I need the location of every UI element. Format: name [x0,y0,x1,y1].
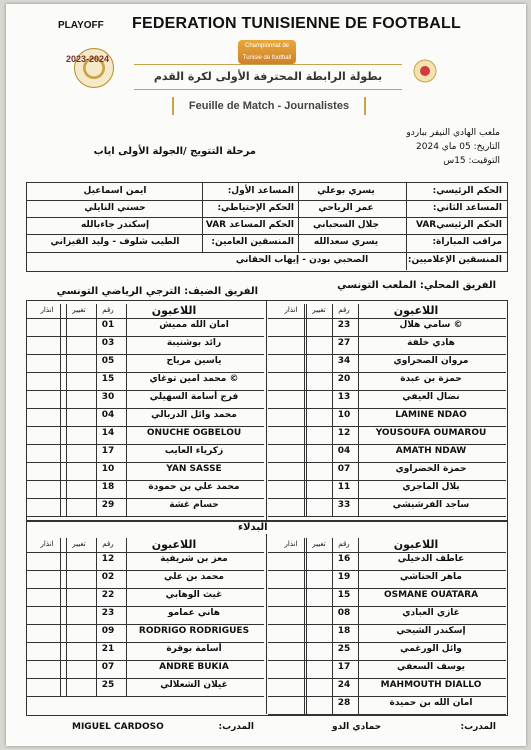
row-divider [26,516,264,517]
col-divider [60,304,61,516]
col-divider [60,538,61,696]
player-name: حمزة الخضراوي [395,464,467,474]
player-number: 10 [337,410,351,420]
col-num: رقم [338,306,350,314]
col-divider [306,304,307,516]
player-name: عاطف الدخيلي [397,554,465,564]
player-name: محمد امين توغاي © [149,374,239,384]
col-warn: انذار [40,540,54,548]
player-number: 33 [337,500,351,510]
match-date: التاريخ: 05 ماي 2024 [416,142,500,152]
sheet-title: Feuille de Match - Journalistes [172,97,366,115]
row-divider [26,354,264,355]
row-divider [26,624,264,625]
official-role: المساعد الثاني: [432,203,502,213]
player-number: 25 [337,644,351,654]
player-name: هادي خلفة [407,338,455,348]
row-divider [26,318,264,319]
players-header: اللاعبون [393,304,439,317]
player-name: YAN SASSE [166,464,222,474]
row-divider [26,444,264,445]
col-sub: تغيير [72,540,86,548]
player-name: بلال الماجري [402,482,460,492]
col-divider [332,538,333,714]
col-divider [66,538,67,696]
player-name: محمد وائل الدربالي [151,410,237,420]
player-name: AMATH NDAW [395,446,467,456]
match-sheet [6,4,526,746]
player-number: 01 [101,320,115,330]
row-divider [26,642,264,643]
league-emblem-icon [408,58,442,84]
player-name: محمد بن علي [164,572,224,582]
player-number: 03 [101,338,115,348]
col-divider [96,304,97,516]
player-number: 09 [101,626,115,636]
player-name: LAMINE NDAO [395,410,467,420]
player-name: إسكندر الشيحي [396,626,466,636]
player-number: 18 [337,626,351,636]
player-name: YOUSOUFA OUMAROU [375,428,487,438]
player-number: 21 [101,644,115,654]
federation-title: FEDERATION TUNISIENNE DE FOOTBALL [132,15,461,32]
player-name: محمد علي بن حمودة [148,482,240,492]
season-label: 2023-2024 [66,54,110,64]
player-number: 22 [101,590,115,600]
player-number: 19 [337,572,351,582]
player-name: هاني عمامو [167,608,220,618]
player-number: 17 [337,662,351,672]
player-name: RODRIGO RODRIGUES [138,626,250,636]
player-number: 02 [101,572,115,582]
player-number: 34 [337,356,351,366]
player-name: رائد بوشنيبة [166,338,222,348]
col-divider [332,304,333,516]
player-name: مروان الصحراوي [393,356,469,366]
official-role: الحكم الرئيسيVAR [415,220,502,230]
official-name-2: حسني النايلي [84,203,146,213]
row-divider [26,480,264,481]
player-number: 29 [101,500,115,510]
players-header: اللاعبون [151,538,197,551]
row-divider [268,714,506,715]
player-number: 18 [101,482,115,492]
player-number: 30 [101,392,115,402]
player-name: أسامة بوقرة [166,644,222,654]
player-number: 04 [101,410,115,420]
row-divider [26,660,264,661]
home-team-label: الفريق المحلي: الملعب التونسي [337,280,496,291]
away-team-label: الفريق الضيف: الترجي الرياضي التونسي [56,286,258,297]
col-divider [304,538,305,714]
player-name: MAHMOUTH DIALLO [380,680,482,690]
player-name: سامي هلال © [399,320,463,330]
player-number: 20 [337,374,351,384]
official-name: جلال السحباني [313,220,379,230]
player-name: غيلان الشعلالي [160,680,228,690]
player-name: OSMANE OUATARA [383,590,479,600]
player-number: 08 [337,608,351,618]
match-stage: مرحلة التتويج /الجولة الأولى اياب [93,146,256,157]
player-number: 17 [101,446,115,456]
official-name-2: الطيب شلوف - وليد القيزاني [50,237,180,247]
player-name: يوسف السعفي [396,662,465,672]
col-sub: تغيير [72,306,86,314]
col-sub: تغيير [312,306,326,314]
official-name: الصحبي بودن - إيهاب الحقاني [235,255,369,265]
player-name: امان الله مميش [159,320,229,330]
official-role: الحكم الرئيسي: [432,186,502,196]
row-divider [26,498,264,499]
official-name: عمر الرياحي [318,203,374,213]
official-name: يسري بوعلي [317,186,375,196]
col-divider [66,304,67,516]
subs-header: البدلاء [238,522,268,533]
row-divider [26,390,264,391]
col-divider [358,538,359,714]
league-banner [134,64,402,90]
col-divider [96,538,97,696]
col-sub: تغيير [312,540,326,548]
player-number: 28 [337,698,351,708]
row-divider [26,696,264,697]
official-role: المنسقين الإعلاميين: [407,255,502,265]
player-number: 14 [101,428,115,438]
player-name: زكرياء العايب [164,446,224,456]
player-number: 25 [101,680,115,690]
player-number: 23 [101,608,115,618]
player-number: 07 [101,662,115,672]
league-name: بطولة الرابطة المحترفة الأولى لكرة القدم [153,70,383,83]
away-coach-label: المدرب: [218,722,254,732]
row-divider [26,462,264,463]
player-name: نضال العيفي [402,392,460,402]
player-number: 15 [101,374,115,384]
official-name-2: ايمن اسماعيل [83,186,147,196]
player-name: امان الله بن حميدة [389,698,473,708]
player-name: ANDRE BUKIA [159,662,229,672]
col-warn: انذار [40,306,54,314]
official-role-2: المساعد الأول: [227,186,294,196]
official-role: مراقب المباراة: [432,237,502,247]
home-coach-label: المدرب: [460,722,496,732]
player-number: 16 [337,554,351,564]
playoff-label: PLAYOFF [58,20,104,31]
official-role-2: المنسقين العامين: [211,237,294,247]
player-number: 11 [337,482,351,492]
stadium: ملعب الهادي النيفر بباردو [406,128,500,138]
col-divider [126,304,127,516]
players-header: اللاعبون [151,304,197,317]
col-warn: انذار [284,540,298,548]
col-divider [306,538,307,714]
player-name: حسام غشة [169,500,219,510]
player-number: 04 [337,446,351,456]
row-divider [26,588,264,589]
official-role-2: الحكم الإحتياطي: [217,203,294,213]
col-num: رقم [102,540,114,548]
player-name: ONUCHE OGBELOU [146,428,242,438]
player-number: 12 [337,428,351,438]
player-name: ياسين مرياح [166,356,222,366]
player-number: 10 [101,464,115,474]
player-name: وائل الورغمي [400,644,462,654]
match-time: التوقيت: 15س [443,156,500,166]
row-divider [26,606,264,607]
player-name: ماهر الحناشي [400,572,462,582]
player-number: 13 [337,392,351,402]
players-header: اللاعبون [393,538,439,551]
player-number: 05 [101,356,115,366]
player-number: 12 [101,554,115,564]
player-name: غيث الوهابي [165,590,223,600]
row-divider [26,426,264,427]
official-name: يسري سعدالله [313,237,379,247]
home-coach: حمادي الدو [332,722,382,732]
away-coach: MIGUEL CARDOSO [72,722,164,732]
championship-logo: Championnat de Tunisie de football [238,40,296,64]
player-number: 24 [337,680,351,690]
col-warn: انذار [284,306,298,314]
player-number: 27 [337,338,351,348]
official-name-2: إسكندر جاءبالله [80,220,150,230]
row-divider [26,408,264,409]
col-divider [304,304,305,516]
col-num: رقم [102,306,114,314]
row-divider [26,372,264,373]
row-divider [26,570,264,571]
player-name: فرج أسامة السهيلي [149,392,239,402]
row-divider [26,678,264,679]
col-num: رقم [338,540,350,548]
player-number: 15 [337,590,351,600]
row-divider [268,516,506,517]
player-number: 23 [337,320,351,330]
player-name: معز بن شريفية [160,554,228,564]
col-divider [126,538,127,696]
official-role-2: الحكم المساعد VAR [205,220,294,230]
row-divider [26,336,264,337]
player-number: 07 [337,464,351,474]
row-divider [26,552,264,553]
player-name: غازي العبادي [402,608,460,618]
player-name: ساجد الفرشيشي [392,500,470,510]
player-name: حمزة بن عبدة [400,374,462,384]
col-divider [358,304,359,516]
